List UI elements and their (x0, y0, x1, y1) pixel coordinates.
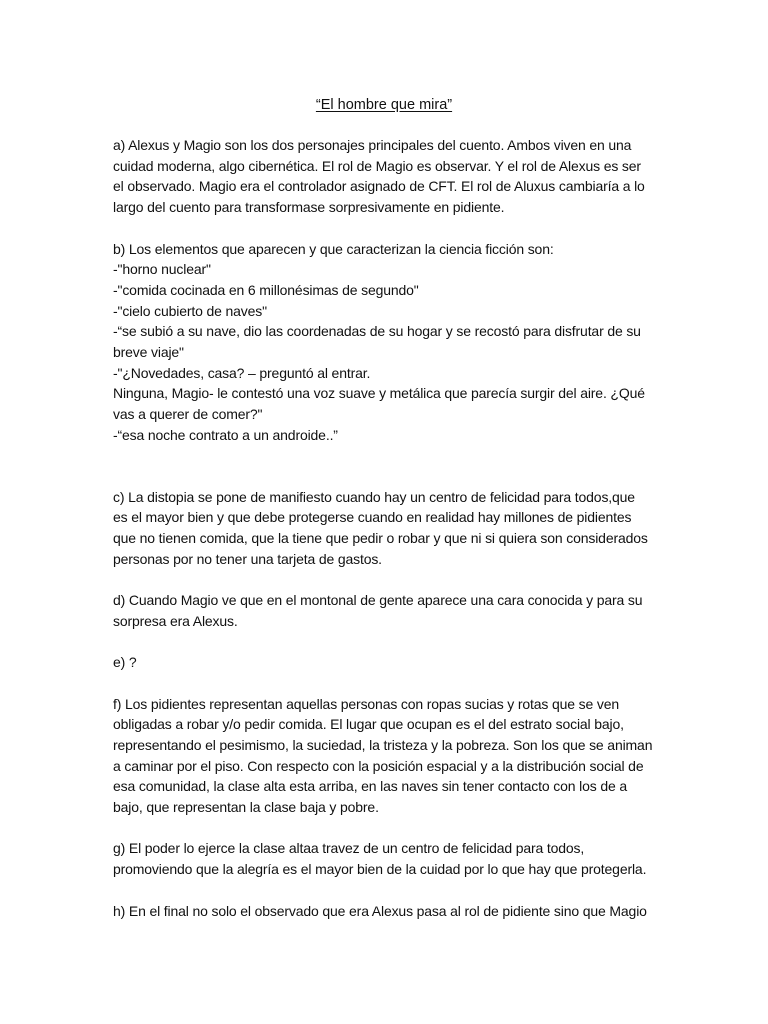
answer-e (113, 652, 673, 673)
text-line: b) Los elementos que aparecen y que caracterizan la ciencia ficción son: (113, 240, 554, 257)
answer-d (113, 590, 673, 631)
answer-h (113, 901, 673, 922)
paragraph-gap (113, 218, 673, 239)
text-line: -"¿Novedades, casa? – preguntó al entrar. (113, 364, 371, 381)
text-line: sorpresa era Alexus. (113, 612, 238, 629)
text-line: es el mayor bien y que debe protegerse cuando en realidad hay millones de pidientes (113, 509, 632, 526)
text-line: d) Cuando Magio ve que en el montonal de gente aparece una cara conocida y para su (113, 592, 643, 609)
paragraph-gap (113, 673, 673, 694)
answer-g (113, 838, 673, 879)
text-line: -"comida cocinada en 6 millonésimas de segundo" (113, 281, 419, 298)
text-line: g) El poder lo ejerce la clase altaa travez de un centro de felicidad para todos, (113, 840, 585, 857)
text-line: Ninguna, Magio- le contestó una voz suave y metálica que parecía surgir del aire. ¿Qué (113, 385, 645, 402)
paragraph-gap (113, 631, 673, 652)
text-line: obligadas a robar y/o pedir comida. El lugar que ocupan es el del estrato social bajo, (113, 716, 624, 733)
text-line: vas a querer de comer?" (113, 406, 263, 423)
text-line: a caminar por el piso. Con respecto con la posición espacial y a la distribución social de (113, 757, 644, 774)
text-line: personas por no tener una tarjeta de gastos. (113, 550, 382, 567)
text-line: -"horno nuclear" (113, 261, 211, 278)
text-line: f) Los pidientes representan aquellas personas con ropas sucias y rotas que se ven (113, 695, 620, 712)
text-line: que no tienen comida, que la tiene que pedir o robar y que ni si quiera son considerados (113, 529, 648, 546)
text-line: representando el pesimismo, la suciedad, la tristeza y la pobreza. Son los que se animan (113, 736, 653, 753)
text-line: -“esa noche contrato a un androide..” (113, 426, 338, 443)
answer-a (113, 135, 673, 218)
answer-c (113, 487, 673, 570)
text-line: -"cielo cubierto de naves" (113, 302, 267, 319)
paragraph-gap (113, 446, 673, 487)
text-line: el observado. Magio era el controlador asignado de CFT. El rol de Aluxus cambiaría a lo (113, 178, 645, 195)
text-line: -“se subió a su nave, dio las coordenadas de su hogar y se recostó para disfrutar de su (113, 323, 641, 340)
text-line: h) En el final no solo el observado que era Alexus pasa al rol de pidiente sino que Magio (113, 902, 647, 919)
text-line: bajo, que representan la clase baja y pobre. (113, 799, 379, 816)
paragraph-gap (113, 569, 673, 590)
answer-b (113, 239, 673, 446)
text-line: cuidad moderna, algo cibernética. El rol de Magio es observar. Y el rol de Alexus es ser (113, 157, 641, 174)
text-line: a) Alexus y Magio son los dos personajes principales del cuento. Ambos viven en una (113, 137, 632, 153)
paragraph-gap (113, 880, 673, 901)
text-line: c) La distopia se pone de manifiesto cuando hay un centro de felicidad para todos,que (113, 488, 635, 505)
document-title: “El hombre que mira” (315, 97, 453, 113)
text-line: promoviendo que la alegría es el mayor bien de la cuidad por lo que hay que protegerla. (113, 861, 647, 878)
answer-f (113, 694, 673, 818)
paragraph-gap (113, 818, 673, 839)
text-line: breve viaje" (113, 344, 184, 361)
text-line: e) ? (113, 654, 137, 671)
text-line: largo del cuento para transformase sorpresivamente en pidiente. (113, 199, 505, 216)
document-body (113, 135, 673, 921)
text-line: esa comunidad, la clase alta esta arriba, en las naves sin tener contacto con los de a (113, 778, 627, 795)
